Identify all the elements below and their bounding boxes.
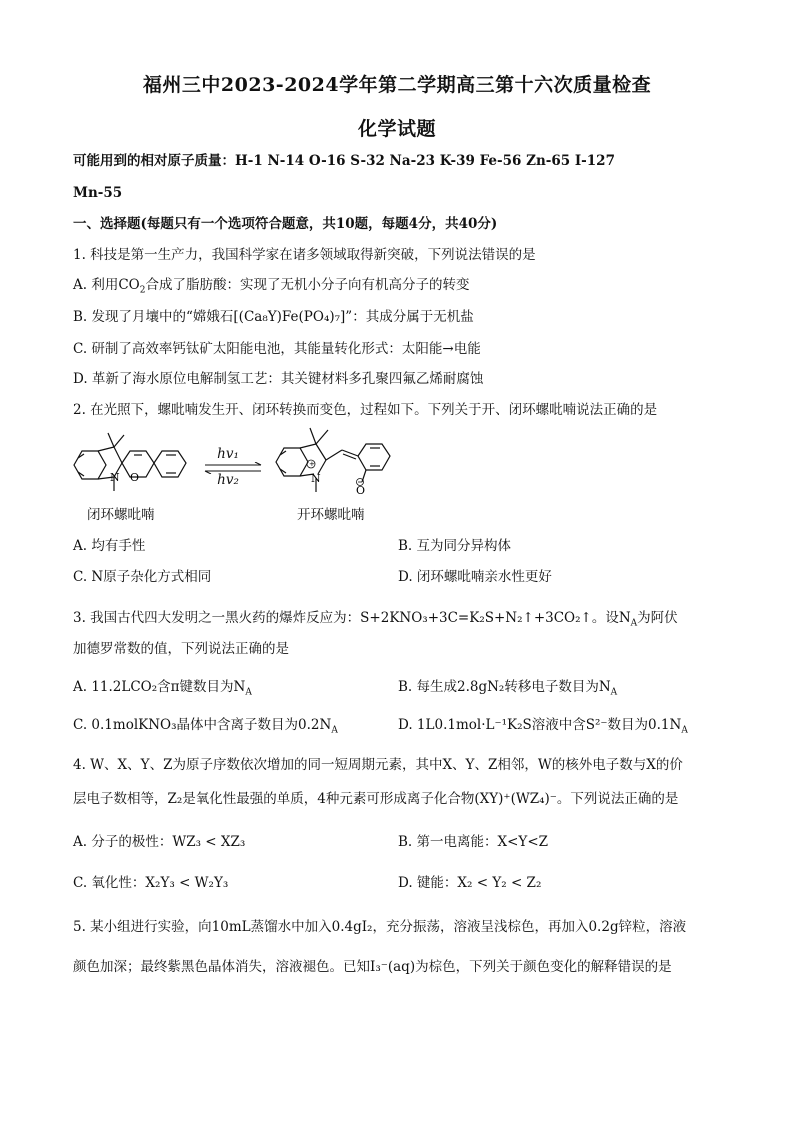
q5-stem-line1: 5. 某小组进行实验，向10mL蒸馏水中加入0.4gI₂，充分振荡，溶液呈浅棕色，再加入0.2g锌粒，溶液 — [73, 919, 687, 935]
q1-option-a — [73, 276, 469, 300]
q1-stem: 1. 科技是第一生产力，我国科学家在诸多领域取得新突破，下列说法错误的是 — [73, 247, 536, 263]
exam-subtitle: 化学试题 — [357, 118, 436, 140]
exam-title: 福州三中2023-2024学年第二学期高三第十六次质量检查 — [142, 74, 652, 96]
q4-stem-line2: 层电子数相等，Z₂是氧化性最强的单质，4种元素可形成离子化合物(XY)⁺(WZ₄)⁻。下列说法正确的是 — [73, 791, 679, 807]
q3-stem-line1 — [73, 609, 678, 633]
q3-c-sub: A — [331, 725, 338, 736]
q4-stem-line1: 4. W、X、Y、Z为原子序数依次增加的同一短周期元素，其中X、Y、Z相邻，W的核外电子数与X的价 — [73, 757, 683, 773]
q3-option-b — [398, 678, 617, 702]
closed-n-atom: N — [110, 471, 120, 484]
q1-a-sub: 2 — [139, 285, 146, 296]
positive-sign: + — [309, 460, 315, 468]
q1-option-d: D. 革新了海水原位电解制氢工艺：其关键材料多孔聚四氟乙烯耐腐蚀 — [73, 371, 484, 387]
q1-a-post: 合成了脂肪酸：实现了无机小分子向有机高分子的转变 — [145, 277, 470, 293]
open-spiropyran-label: 开环螺吡喃 — [297, 507, 365, 523]
q3-b-sub: A — [610, 687, 618, 698]
hv2-label: hv₂ — [217, 472, 239, 488]
atomic-mass-line-2: Mn-55 — [73, 185, 123, 201]
q1-option-c: C. 研制了高效率钙钛矿太阳能电池，其能量转化形式：太阳能→电能 — [73, 341, 481, 357]
hv1-label: hv₁ — [217, 446, 239, 462]
q3-stem1-sub: A — [630, 618, 638, 629]
open-n-atom: N — [311, 472, 321, 485]
q3-stem-line2: 加德罗常数的值，下列说法正确的是 — [73, 641, 289, 657]
q3-option-a — [73, 678, 252, 702]
q5-stem-line2: 颜色加深；最终紫黑色晶体消失，溶液褪色。已知I₃⁻(aq)为棕色，下列关于颜色变化的解释错误的是 — [73, 959, 672, 975]
q4-option-b: B. 第一电离能：X<Y<Z — [398, 834, 549, 850]
q3-stem1-post: 为阿伏 — [637, 610, 678, 626]
closed-spiropyran-structure — [68, 425, 198, 505]
section-heading: 一、选择题(每题只有一个选项符合题意，共10题，每题4分，共40分) — [73, 216, 498, 232]
q3-a-text: A. 11.2LCO₂含π键数目为N — [73, 679, 246, 695]
q4-option-a: A. 分子的极性：WZ₃ < XZ₃ — [73, 834, 246, 850]
open-spiropyran-structure — [270, 420, 420, 510]
open-o-atom: O — [356, 484, 366, 497]
atomic-mass-line-1: 可能用到的相对原子质量：H-1 N-14 O-16 S-32 Na-23 K-39 Fe-56 Zn-65 I-127 — [73, 153, 615, 169]
closed-spiropyran-label: 闭环螺吡喃 — [87, 507, 155, 523]
q3-option-c — [73, 716, 338, 740]
q2-option-d: D. 闭环螺吡喃亲水性更好 — [398, 569, 552, 585]
closed-benzene-ring-left — [74, 451, 106, 479]
open-benzene-ring-left — [276, 448, 308, 476]
q3-d-text: D. 1L0.1mol·L⁻¹K₂S溶液中含S²⁻数目为0.1N — [398, 717, 682, 733]
q3-a-sub: A — [245, 687, 252, 698]
q3-d-sub: A — [681, 725, 688, 736]
closed-o-atom: O — [130, 471, 140, 484]
q3-c-text: C. 0.1molKNO₃晶体中含离子数目为0.2N — [73, 717, 332, 733]
q2-option-a: A. 均有手性 — [73, 538, 146, 554]
q2-option-b: B. 互为同分异构体 — [398, 538, 512, 554]
q4-option-d: D. 键能：X₂ < Y₂ < Z₂ — [398, 875, 542, 891]
q2-stem: 2. 在光照下，螺吡喃发生开、闭环转换而变色，过程如下。下列关于开、闭环螺吡喃说法正确的是 — [73, 402, 658, 418]
q3-stem1: 3. 我国古代四大发明之一黑火药的爆炸反应为：S+2KNO₃+3C=K₂S+N₂↑+3CO₂↑。设N — [73, 610, 631, 626]
q3-option-d — [398, 716, 688, 740]
q2-option-c: C. N原子杂化方式相同 — [73, 569, 212, 585]
q1-option-b: B. 发现了月壤中的“嫦娥石[(Ca₈Y)Fe(PO₄)₇]”：其成分属于无机盐 — [73, 309, 474, 325]
q1-a-pre: A. 利用CO — [73, 277, 140, 293]
q4-option-c: C. 氧化性：X₂Y₃ < W₂Y₃ — [73, 875, 229, 891]
q3-b-text: B. 每生成2.8gN₂转移电子数目为N — [398, 679, 611, 695]
